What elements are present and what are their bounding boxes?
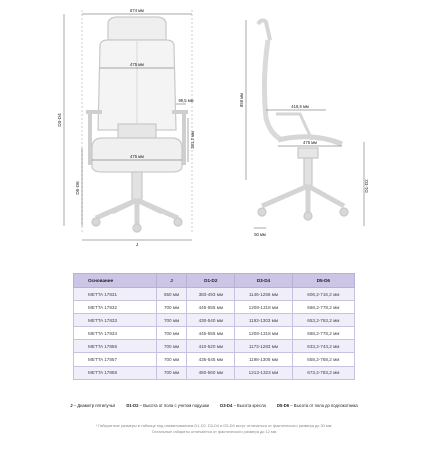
table-row (74, 353, 355, 366)
table-row (74, 288, 355, 301)
footnotes (0, 423, 428, 435)
cell-j: 700 мм (156, 327, 187, 340)
cell-d5d6: 668,2-778,2 мм (292, 327, 354, 340)
cell-base: METTA 17831 (74, 288, 157, 301)
dim-side-seat-depth: 475 мм (303, 140, 317, 145)
cell-j: 700 мм (156, 366, 187, 379)
dim-label-d3d4: D3-D4 (57, 113, 62, 127)
cell-d1d2: 435-545 мм (187, 353, 235, 366)
spec-table (73, 273, 355, 380)
cell-d5d6: 658,2-768,2 мм (292, 353, 354, 366)
cell-base: METTA 17858 (74, 366, 157, 379)
side-view-chair (258, 20, 348, 220)
cell-d5d6: 606,2-716,2 мм (292, 288, 354, 301)
cell-d5d6: 673,2-783,2 мм (292, 366, 354, 379)
col-header-j: J (156, 274, 187, 288)
cell-d3d4: 1173-1283 мм (235, 340, 292, 353)
legend-item: D3-D4 – Высота кресла (220, 403, 266, 408)
cell-j: 650 мм (156, 288, 187, 301)
col-header-d1d2: D1-D2 (187, 274, 235, 288)
cell-d1d2: 450-560 мм (187, 366, 235, 379)
table-header-row (74, 274, 355, 288)
cell-d3d4: 1208-1318 мм (235, 301, 292, 314)
cell-d3d4: 1193-1303 мм (235, 314, 292, 327)
cell-d1d2: 410-520 мм (187, 340, 235, 353)
cell-j: 700 мм (156, 340, 187, 353)
cell-d1d2: 383-493 мм (187, 288, 235, 301)
dim-front-width-top: 674 мм (130, 8, 144, 13)
dim-label-j: J (135, 242, 139, 247)
dim-armrest-offset: 99,5 мм (178, 98, 194, 103)
cell-base: METTA 17832 (74, 301, 157, 314)
dim-seat-width: 475 мм (130, 154, 144, 159)
cell-j: 700 мм (156, 353, 187, 366)
front-view-chair (86, 17, 188, 232)
dim-wheel: 50 мм (254, 232, 266, 237)
cell-d3d4: 1198-1308 мм (235, 353, 292, 366)
cell-base: METTA 17857 (74, 353, 157, 366)
legend-item: D1-D2 – Высота от пола с учетом подушки (126, 403, 209, 408)
cell-j: 700 мм (156, 301, 187, 314)
dim-label-d5d6: D5-D6 (75, 181, 80, 195)
cell-d3d4: 1213-1323 мм (235, 366, 292, 379)
cell-d5d6: 668,2-778,2 мм (292, 301, 354, 314)
col-header-d3d4: D3-D4 (235, 274, 292, 288)
cell-base: METTA 17856 (74, 340, 157, 353)
table-row (74, 340, 355, 353)
cell-d3d4: 1208-1318 мм (235, 327, 292, 340)
col-header-d5d6: D5-D6 (292, 274, 354, 288)
cell-d3d4: 1146-1256 мм (235, 288, 292, 301)
legend (0, 403, 428, 408)
cell-j: 700 мм (156, 314, 187, 327)
cell-base: METTA 17833 (74, 314, 157, 327)
cell-d5d6: 653,2-763,2 мм (292, 314, 354, 327)
dim-side-depth-upper: 418,5 мм (291, 104, 309, 109)
table-row (74, 366, 355, 379)
footnote-1: * Габаритные размеры в таблице под наименованием D1-D2, D3-D4 и D5-D6 могут отличаться от фактического размера до 30 мм. (95, 423, 333, 428)
table-row (74, 314, 355, 327)
cell-d1d2: 430-540 мм (187, 314, 235, 327)
dim-label-d1d2: D1-D2 (364, 179, 369, 193)
legend-item: D5-D6 – Высота от пола до подлокотника (277, 403, 358, 408)
table-row (74, 327, 355, 340)
dim-side-height: 858 мм (239, 93, 244, 107)
legend-item: J – Диаметр пятилучья (70, 403, 116, 408)
cell-base: METTA 17834 (74, 327, 157, 340)
cell-d1d2: 445-555 мм (187, 301, 235, 314)
col-header-base: Основание (74, 274, 157, 288)
dim-seat-height-range: 381,2 мм (190, 131, 195, 149)
cell-d1d2: 445-555 мм (187, 327, 235, 340)
dim-back-width: 475 мм (130, 62, 144, 67)
table-row (74, 301, 355, 314)
footnote-2: Остальные габариты отличаются от фактического размера до 12 мм (151, 429, 277, 434)
cell-d5d6: 633,2-743,2 мм (292, 340, 354, 353)
